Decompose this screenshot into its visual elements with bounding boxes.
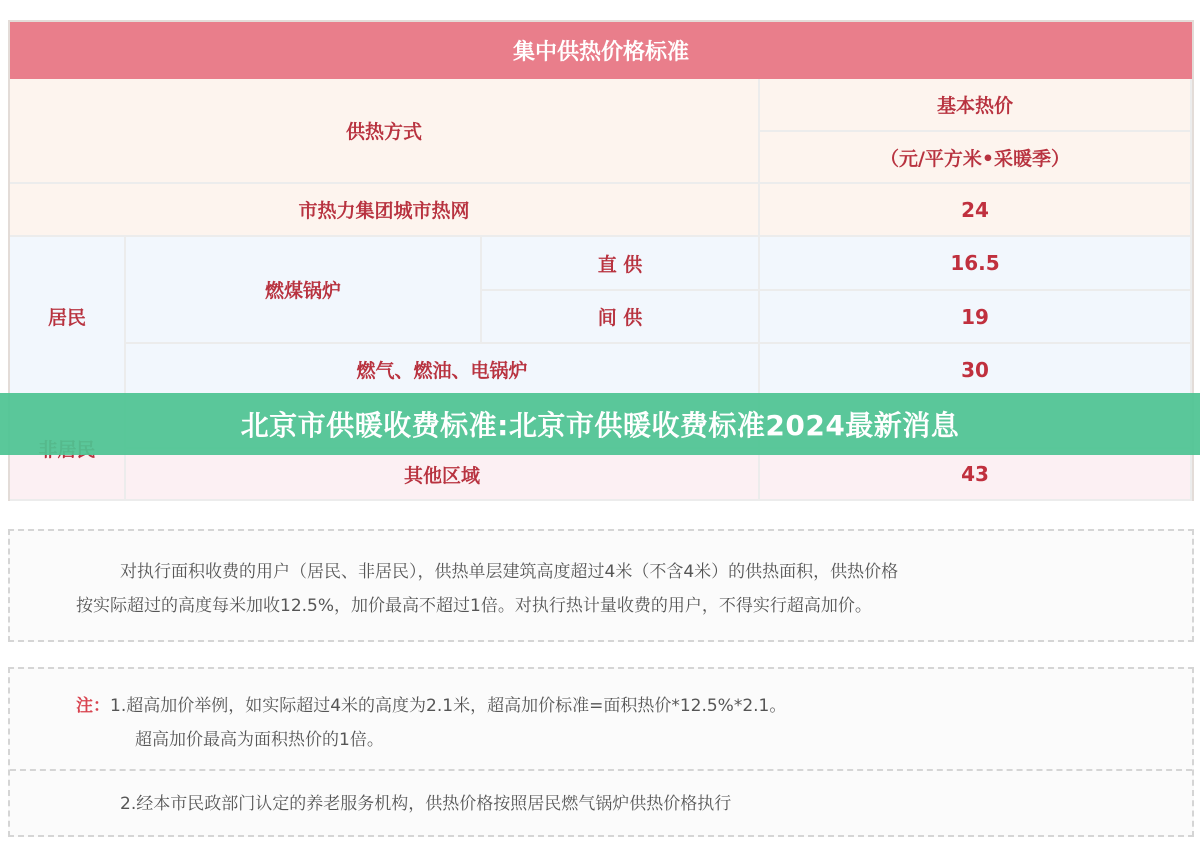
table-title: 集中供热价格标准	[10, 22, 1192, 79]
note1-line1: 1.超高加价举例，如实际超过4米的高度为2.1米，超高加价标准=面积热价*12.5%*2.1。	[110, 696, 787, 716]
notes-box	[8, 667, 1194, 837]
other-area-label: 其他区域	[126, 449, 760, 501]
surcharge-text-line1: 对执行面积收费的用户（居民、非居民），供热单层建筑高度超过4米（不含4米）的供热面积，供热价格	[120, 562, 899, 582]
row-city-network-price: 24	[760, 184, 1192, 237]
coal-boiler-label: 燃煤锅炉	[126, 237, 482, 344]
group-resident: 居民	[10, 237, 126, 397]
title-banner: 北京市供暖收费标准:北京市供暖收费标准2024最新消息	[0, 393, 1200, 455]
direct-supply-price: 16.5	[760, 237, 1192, 291]
notes-divider	[10, 769, 1192, 771]
note-label: 注：	[76, 696, 110, 716]
indirect-supply-label: 间 供	[482, 291, 760, 344]
surcharge-text-line2: 按实际超过的高度每米加收12.5%，加价最高不超过1倍。对执行热计量收费的用户，不得实行超高加价。	[76, 596, 872, 616]
gas-oil-electric-label: 燃气、燃油、电锅炉	[126, 344, 760, 397]
indirect-supply-price: 19	[760, 291, 1192, 344]
note1-row	[76, 695, 786, 717]
note1-line2: 超高加价最高为面积热价的1倍。	[135, 730, 384, 750]
gas-oil-electric-price: 30	[760, 344, 1192, 397]
col-header-method: 供热方式	[10, 79, 760, 184]
height-surcharge-box	[8, 529, 1194, 642]
row-city-network-label: 市热力集团城市热网	[10, 184, 760, 237]
other-area-price: 43	[760, 449, 1192, 501]
note2-text: 2.经本市民政部门认定的养老服务机构，供热价格按照居民燃气锅炉供热价格执行	[120, 794, 732, 814]
col-header-price: 基本热价	[760, 79, 1192, 132]
col-header-unit: （元/平方米•采暖季）	[760, 132, 1192, 184]
direct-supply-label: 直 供	[482, 237, 760, 291]
